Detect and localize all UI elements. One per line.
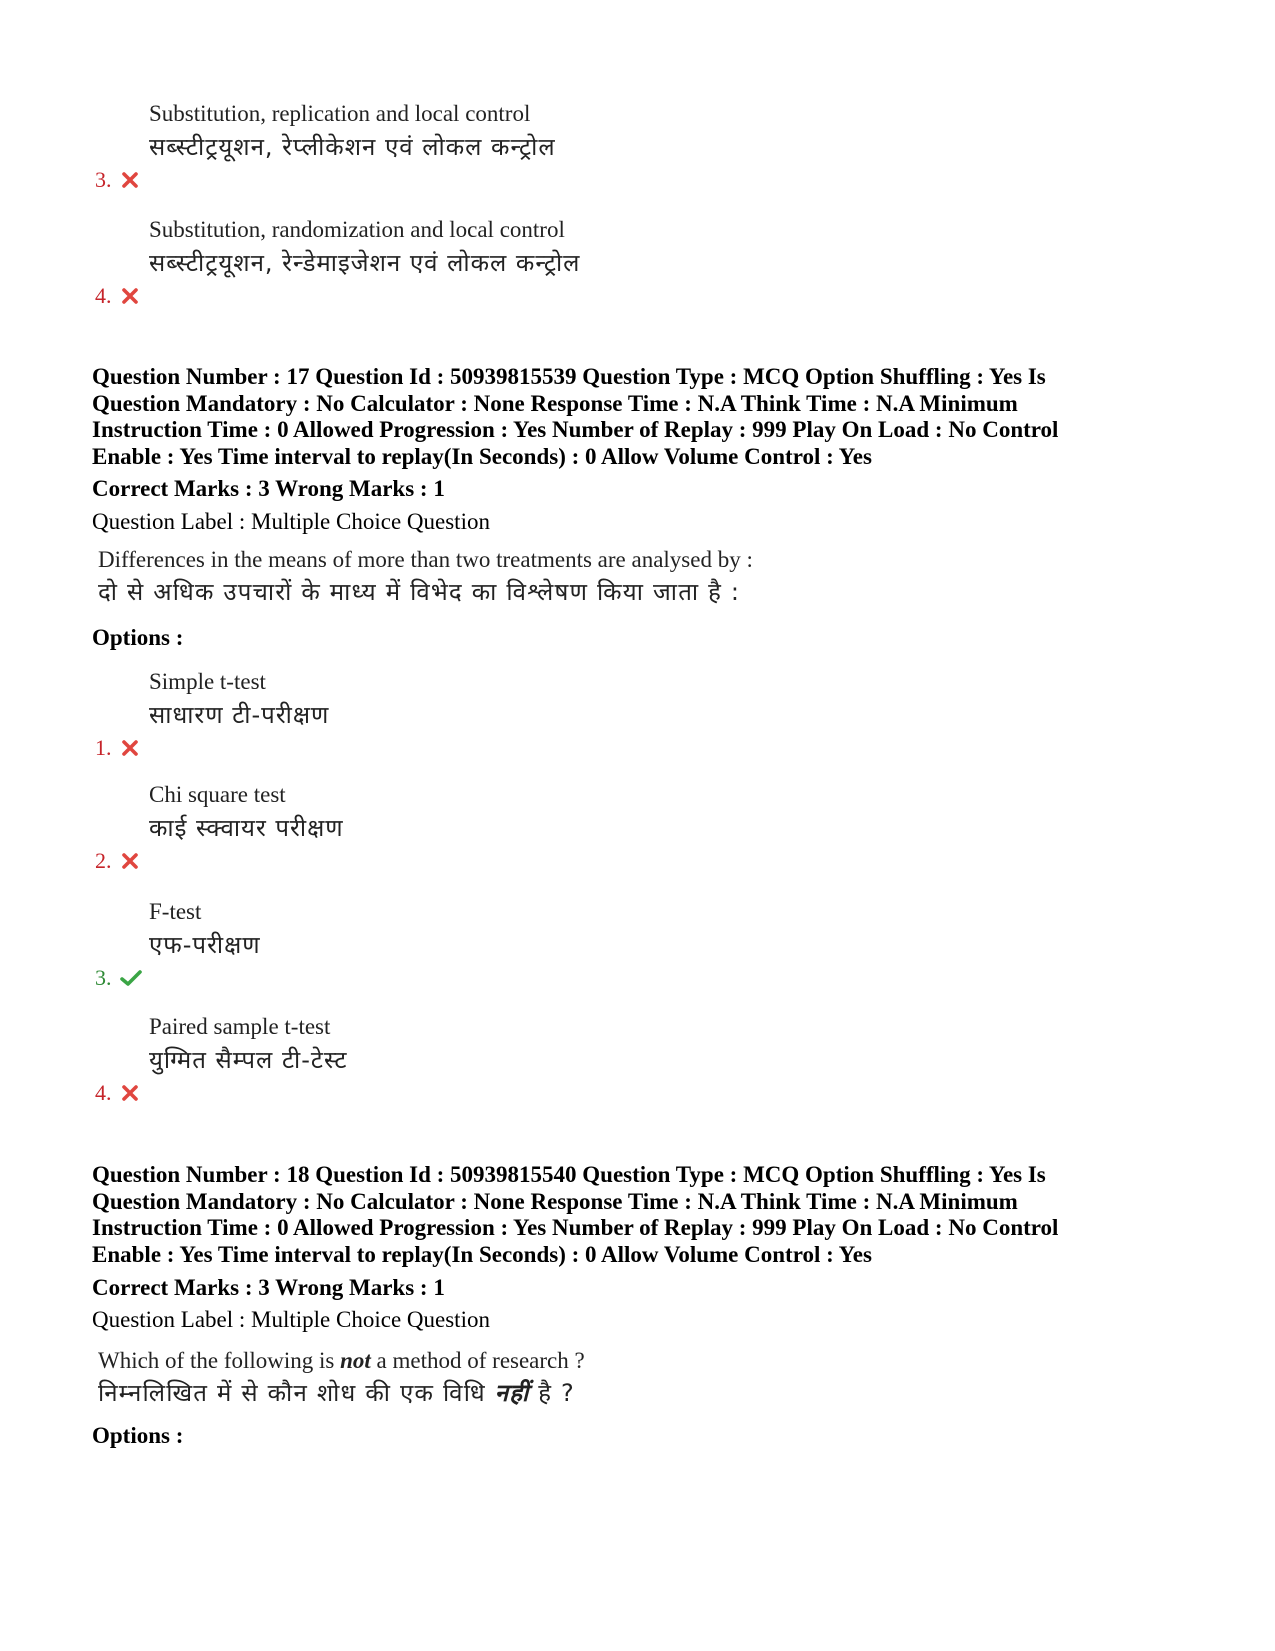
option-number: 3. — [95, 965, 112, 990]
option-text-en: Substitution, replication and local control — [149, 101, 531, 126]
text-part: है ? — [529, 1379, 575, 1407]
question-17-meta — [92, 364, 1122, 470]
option-text-hi: काई स्क्वायर परीक्षण — [149, 814, 344, 842]
question-17-text-en: Differences in the means of more than two treatments are analysed by : — [98, 547, 753, 572]
meta-line: Question Number : 17 Question Id : 50939815539 Question Type : MCQ Option Shuffling : Yes Is — [92, 364, 1046, 389]
meta-line: Instruction Time : 0 Allowed Progression : Yes Number of Replay : 999 Play On Load : No Control — [92, 1215, 1059, 1240]
q17-option-1 — [92, 669, 992, 759]
option-text-en: Simple t-test — [149, 669, 266, 694]
meta-line: Instruction Time : 0 Allowed Progression : Yes Number of Replay : 999 Play On Load : No Control — [92, 417, 1059, 442]
option-text-en: Paired sample t-test — [149, 1014, 331, 1039]
option-text-en: F-test — [149, 899, 202, 924]
question-17-options-heading: Options : — [92, 625, 184, 650]
check-icon — [120, 969, 142, 987]
option-number: 1. — [95, 735, 112, 760]
emphasis-not: not — [340, 1348, 371, 1373]
question-18-label: Question Label : Multiple Choice Question — [92, 1307, 490, 1332]
question-18-text-en — [98, 1348, 585, 1374]
meta-line: Enable : Yes Time interval to replay(In Seconds) : 0 Allow Volume Control : Yes — [92, 443, 872, 469]
option-number: 4. — [95, 283, 112, 308]
cross-icon — [120, 852, 140, 870]
text-part: निम्नलिखित में से कौन शोध की एक विधि — [98, 1379, 495, 1407]
option-text-hi: सब्स्टीट्रयूशन, रेप्लीकेशन एवं लोकल कन्ट्रोल — [149, 133, 556, 161]
prev-option-3 — [92, 101, 992, 191]
option-text-en: Chi square test — [149, 782, 286, 807]
option-text-hi: एफ-परीक्षण — [149, 931, 261, 959]
emphasis-nahi: नहीं — [494, 1379, 530, 1407]
option-text-hi: युग्मित सैम्पल टी-टेस्ट — [149, 1046, 348, 1074]
meta-line: Question Mandatory : No Calculator : None Response Time : N.A Think Time : N.A Minimum — [92, 1188, 1018, 1214]
question-17-marks: Correct Marks : 3 Wrong Marks : 1 — [92, 476, 445, 501]
question-17-text-hi: दो से अधिक उपचारों के माध्य में विभेद का विश्लेषण किया जाता है : — [98, 578, 741, 606]
cross-icon — [120, 287, 140, 305]
cross-icon — [120, 739, 140, 757]
meta-line: Question Mandatory : No Calculator : None Response Time : N.A Think Time : N.A Minimum — [92, 390, 1018, 416]
text-part: a method of research ? — [370, 1348, 585, 1373]
option-number: 3. — [95, 167, 112, 192]
prev-option-4 — [92, 217, 992, 307]
question-18-meta — [92, 1162, 1122, 1268]
option-text-hi: सब्स्टीट्रयूशन, रेन्डेमाइजेशन एवं लोकल कन्ट्रोल — [149, 249, 581, 277]
question-18-text-hi — [98, 1376, 575, 1409]
q17-option-4 — [92, 1014, 992, 1104]
question-18-options-heading: Options : — [92, 1423, 184, 1448]
option-text-en: Substitution, randomization and local control — [149, 217, 565, 242]
q17-option-2 — [92, 782, 992, 872]
question-18-marks: Correct Marks : 3 Wrong Marks : 1 — [92, 1275, 445, 1300]
meta-line: Question Number : 18 Question Id : 50939815540 Question Type : MCQ Option Shuffling : Yes Is — [92, 1162, 1046, 1187]
cross-icon — [120, 1084, 140, 1102]
q17-option-3 — [92, 899, 992, 989]
option-number: 4. — [95, 1080, 112, 1105]
meta-line: Enable : Yes Time interval to replay(In Seconds) : 0 Allow Volume Control : Yes — [92, 1241, 872, 1267]
cross-icon — [120, 171, 140, 189]
option-number: 2. — [95, 848, 112, 873]
question-17-label: Question Label : Multiple Choice Question — [92, 509, 490, 534]
option-text-hi: साधारण टी-परीक्षण — [149, 701, 330, 729]
text-part: Which of the following is — [98, 1348, 341, 1373]
